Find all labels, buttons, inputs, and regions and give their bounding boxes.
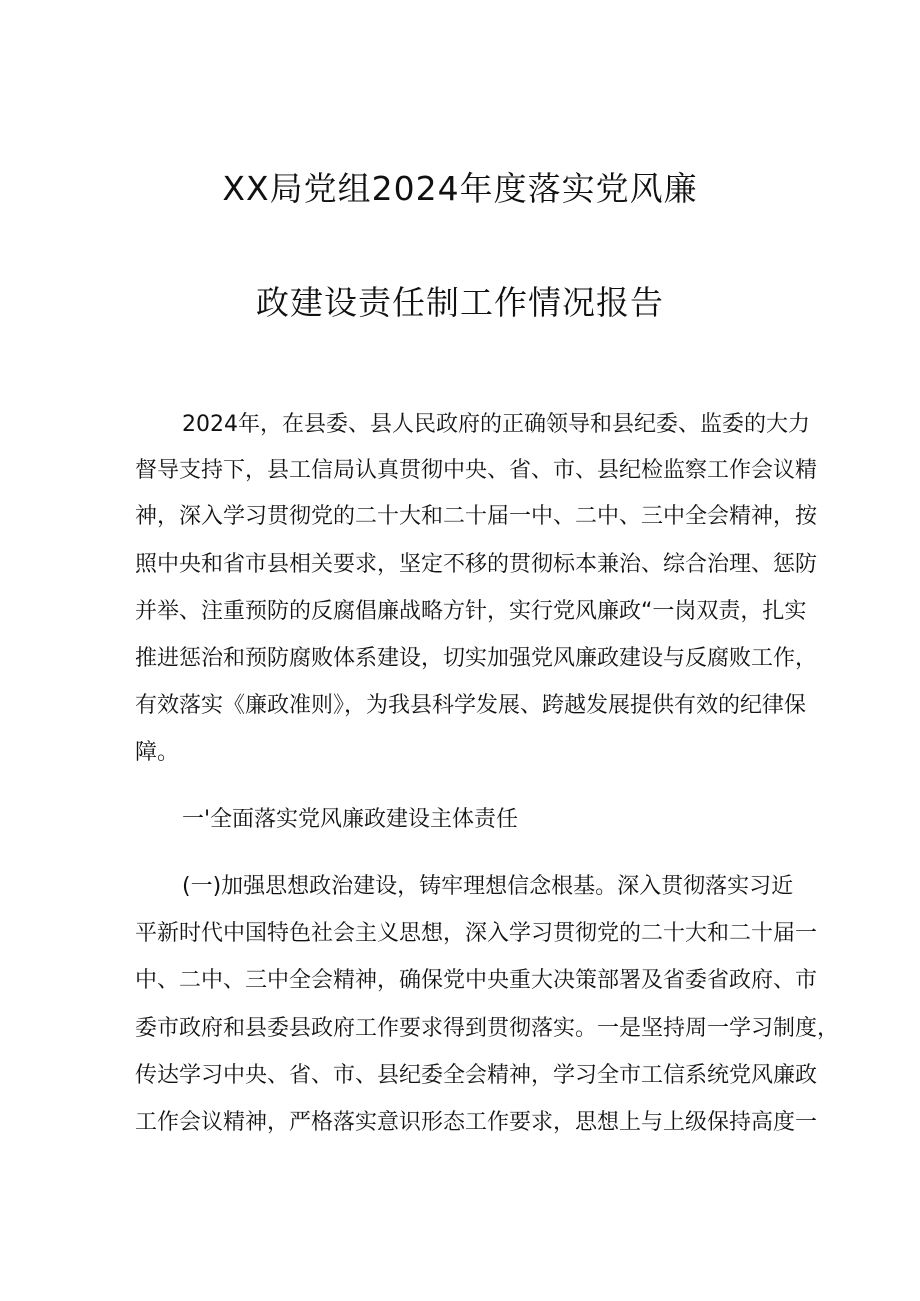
paragraph-1-line-8: 障。: [135, 740, 180, 765]
paragraph-1-line-1: 2024年，在县委、县人民政府的正确领导和县纪委、监委的大力: [182, 412, 810, 437]
paragraph-2-line-1: (一)加强思想政治建设，铸牢理想信念根基。深入贯彻落实习近: [182, 874, 794, 899]
section-heading-1: 一'全面落实党风廉政建设主体责任: [182, 807, 519, 832]
paragraph-2-line-2: 平新时代中国特色社会主义思想，深入学习贯彻党的二十大和二十届一: [135, 921, 818, 946]
paragraph-1-line-4: 照中央和省市县相关要求，坚定不移的贯彻标本兼治、综合治理、惩防: [135, 552, 818, 577]
document-title-line-1: XX局党组2024年度落实党风廉: [222, 169, 698, 208]
paragraph-1-line-5: 并举、注重预防的反腐倡廉战略方针，实行党风廉政“一岗双责，扎实: [135, 599, 807, 624]
paragraph-2-line-5: 传达学习中央、省、市、县纪委全会精神，学习全市工信系统党风廉政: [135, 1063, 818, 1088]
paragraph-1-line-3: 神，深入学习贯彻党的二十大和二十届一中、二中、三中全会精神，按: [135, 504, 818, 529]
document-title-line-2: 政建设责任制工作情况报告: [256, 283, 664, 322]
paragraph-1-line-2: 督导支持下，县工信局认真贯彻中央、省、市、县纪检监察工作会议精: [135, 458, 818, 483]
paragraph-2-line-6: 工作会议精神，严格落实意识形态工作要求，思想上与上级保持高度一: [135, 1110, 818, 1135]
paragraph-1-line-6: 推进惩治和预防腐败体系建设，切实加强党风廉政建设与反腐败工作，: [135, 646, 818, 671]
paragraph-1-line-7: 有效落实《廉政准则》，为我县科学发展、跨越发展提供有效的纪律保: [135, 693, 807, 718]
paragraph-2-line-3: 中、二中、三中全会精神，确保党中央重大决策部署及省委省政府、市: [135, 968, 818, 993]
paragraph-2-line-4: 委市政府和县委县政府工作要求得到贯彻落实。一是坚持周一学习制度，: [135, 1016, 840, 1041]
